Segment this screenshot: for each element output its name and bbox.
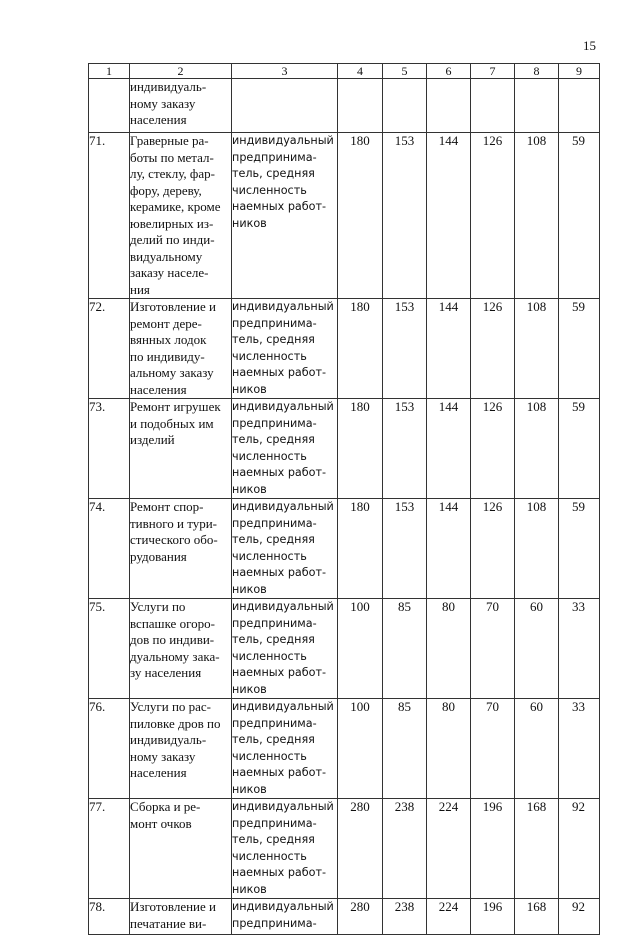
- activity-name: Услуги по вспашке огоро- дов по индиви- дуальному зака- зу населения: [130, 599, 232, 699]
- value-col-8: 108: [515, 399, 559, 499]
- taxpayer-category: индивидуальный предпринима-: [232, 899, 338, 935]
- value-col-5: 85: [383, 599, 427, 699]
- value-col-9: 92: [559, 899, 600, 935]
- value-col-7: 196: [471, 799, 515, 899]
- column-header: 9: [559, 64, 600, 79]
- row-number: 77.: [89, 799, 130, 899]
- column-header: 8: [515, 64, 559, 79]
- value-col-8: 108: [515, 299, 559, 399]
- value-col-9: 59: [559, 133, 600, 299]
- value-col-5: 153: [383, 133, 427, 299]
- value-col-7: 126: [471, 133, 515, 299]
- column-header: 7: [471, 64, 515, 79]
- value-col-9: [559, 79, 600, 133]
- activity-name: индивидуаль- ному заказу населения: [130, 79, 232, 133]
- column-header: 5: [383, 64, 427, 79]
- activity-name: Изготовление и печатание ви-: [130, 899, 232, 935]
- value-col-9: 59: [559, 499, 600, 599]
- value-col-7: 70: [471, 699, 515, 799]
- value-col-5: [383, 79, 427, 133]
- value-col-4: 100: [338, 599, 383, 699]
- row-number: 75.: [89, 599, 130, 699]
- taxpayer-category: индивидуальный предпринима- тель, средняя численность наемных работ- ников: [232, 499, 338, 599]
- value-col-9: 59: [559, 299, 600, 399]
- row-number: 76.: [89, 699, 130, 799]
- taxpayer-category: индивидуальный предпринима- тель, средняя численность наемных работ- ников: [232, 699, 338, 799]
- value-col-6: 80: [427, 599, 471, 699]
- value-col-7: 126: [471, 299, 515, 399]
- value-col-4: 280: [338, 899, 383, 935]
- value-col-8: 168: [515, 799, 559, 899]
- value-col-6: [427, 79, 471, 133]
- value-col-4: 180: [338, 499, 383, 599]
- row-number: [89, 79, 130, 133]
- value-col-8: 60: [515, 699, 559, 799]
- taxpayer-category: [232, 79, 338, 133]
- column-header: 4: [338, 64, 383, 79]
- taxpayer-category: индивидуальный предпринима- тель, средняя численность наемных работ- ников: [232, 799, 338, 899]
- value-col-6: 224: [427, 799, 471, 899]
- taxpayer-category: индивидуальный предпринима- тель, средняя численность наемных работ- ников: [232, 299, 338, 399]
- table-row: [89, 799, 600, 899]
- column-header: 2: [130, 64, 232, 79]
- table-row: [89, 599, 600, 699]
- table-row: [89, 79, 600, 133]
- value-col-6: 144: [427, 399, 471, 499]
- taxpayer-category: индивидуальный предпринима- тель, средняя численность наемных работ- ников: [232, 399, 338, 499]
- table-row: [89, 699, 600, 799]
- taxpayer-category: индивидуальный предпринима- тель, средняя численность наемных работ- ников: [232, 599, 338, 699]
- value-col-8: [515, 79, 559, 133]
- value-col-9: 92: [559, 799, 600, 899]
- value-col-7: 126: [471, 499, 515, 599]
- value-col-4: [338, 79, 383, 133]
- value-col-4: 180: [338, 299, 383, 399]
- value-col-4: 100: [338, 699, 383, 799]
- value-col-8: 168: [515, 899, 559, 935]
- row-number: 78.: [89, 899, 130, 935]
- value-col-8: 60: [515, 599, 559, 699]
- value-col-9: 33: [559, 599, 600, 699]
- value-col-5: 85: [383, 699, 427, 799]
- value-col-7: 126: [471, 399, 515, 499]
- value-col-4: 180: [338, 399, 383, 499]
- taxpayer-category: индивидуальный предпринима- тель, средняя численность наемных работ- ников: [232, 133, 338, 299]
- column-header: 3: [232, 64, 338, 79]
- value-col-8: 108: [515, 499, 559, 599]
- value-col-6: 224: [427, 899, 471, 935]
- value-col-6: 80: [427, 699, 471, 799]
- column-header: 6: [427, 64, 471, 79]
- table-row: [89, 399, 600, 499]
- activity-name: Изготовление и ремонт дере- вянных лодок по индивиду- альному заказу населения: [130, 299, 232, 399]
- page-number: 15: [583, 38, 596, 53]
- column-header: 1: [89, 64, 130, 79]
- value-col-9: 59: [559, 399, 600, 499]
- value-col-7: 196: [471, 899, 515, 935]
- table-row: [89, 899, 600, 935]
- table-row: [89, 133, 600, 299]
- value-col-5: 238: [383, 899, 427, 935]
- value-col-6: 144: [427, 299, 471, 399]
- row-number: 73.: [89, 399, 130, 499]
- activity-name: Услуги по рас- пиловке дров по индивидуаль- ному заказу населения: [130, 699, 232, 799]
- row-number: 72.: [89, 299, 130, 399]
- row-number: 71.: [89, 133, 130, 299]
- value-col-5: 238: [383, 799, 427, 899]
- value-col-4: 180: [338, 133, 383, 299]
- table-row: [89, 299, 600, 399]
- value-col-9: 33: [559, 699, 600, 799]
- activity-name: Ремонт спор- тивного и тури- стического обо- рудования: [130, 499, 232, 599]
- row-number: 74.: [89, 499, 130, 599]
- value-col-5: 153: [383, 399, 427, 499]
- tariff-table: [88, 63, 600, 935]
- value-col-7: [471, 79, 515, 133]
- value-col-6: 144: [427, 133, 471, 299]
- activity-name: Ремонт игрушек и подобных им изделий: [130, 399, 232, 499]
- value-col-6: 144: [427, 499, 471, 599]
- table-row: [89, 499, 600, 599]
- activity-name: Граверные ра- боты по метал- лу, стеклу, фар- фору, дереву, керамике, кроме ювелирных из- делий по инди- видуальному заказу населе- ния: [130, 133, 232, 299]
- activity-name: Сборка и ре- монт очков: [130, 799, 232, 899]
- value-col-4: 280: [338, 799, 383, 899]
- value-col-5: 153: [383, 299, 427, 399]
- header-row: [89, 64, 600, 79]
- value-col-8: 108: [515, 133, 559, 299]
- value-col-7: 70: [471, 599, 515, 699]
- value-col-5: 153: [383, 499, 427, 599]
